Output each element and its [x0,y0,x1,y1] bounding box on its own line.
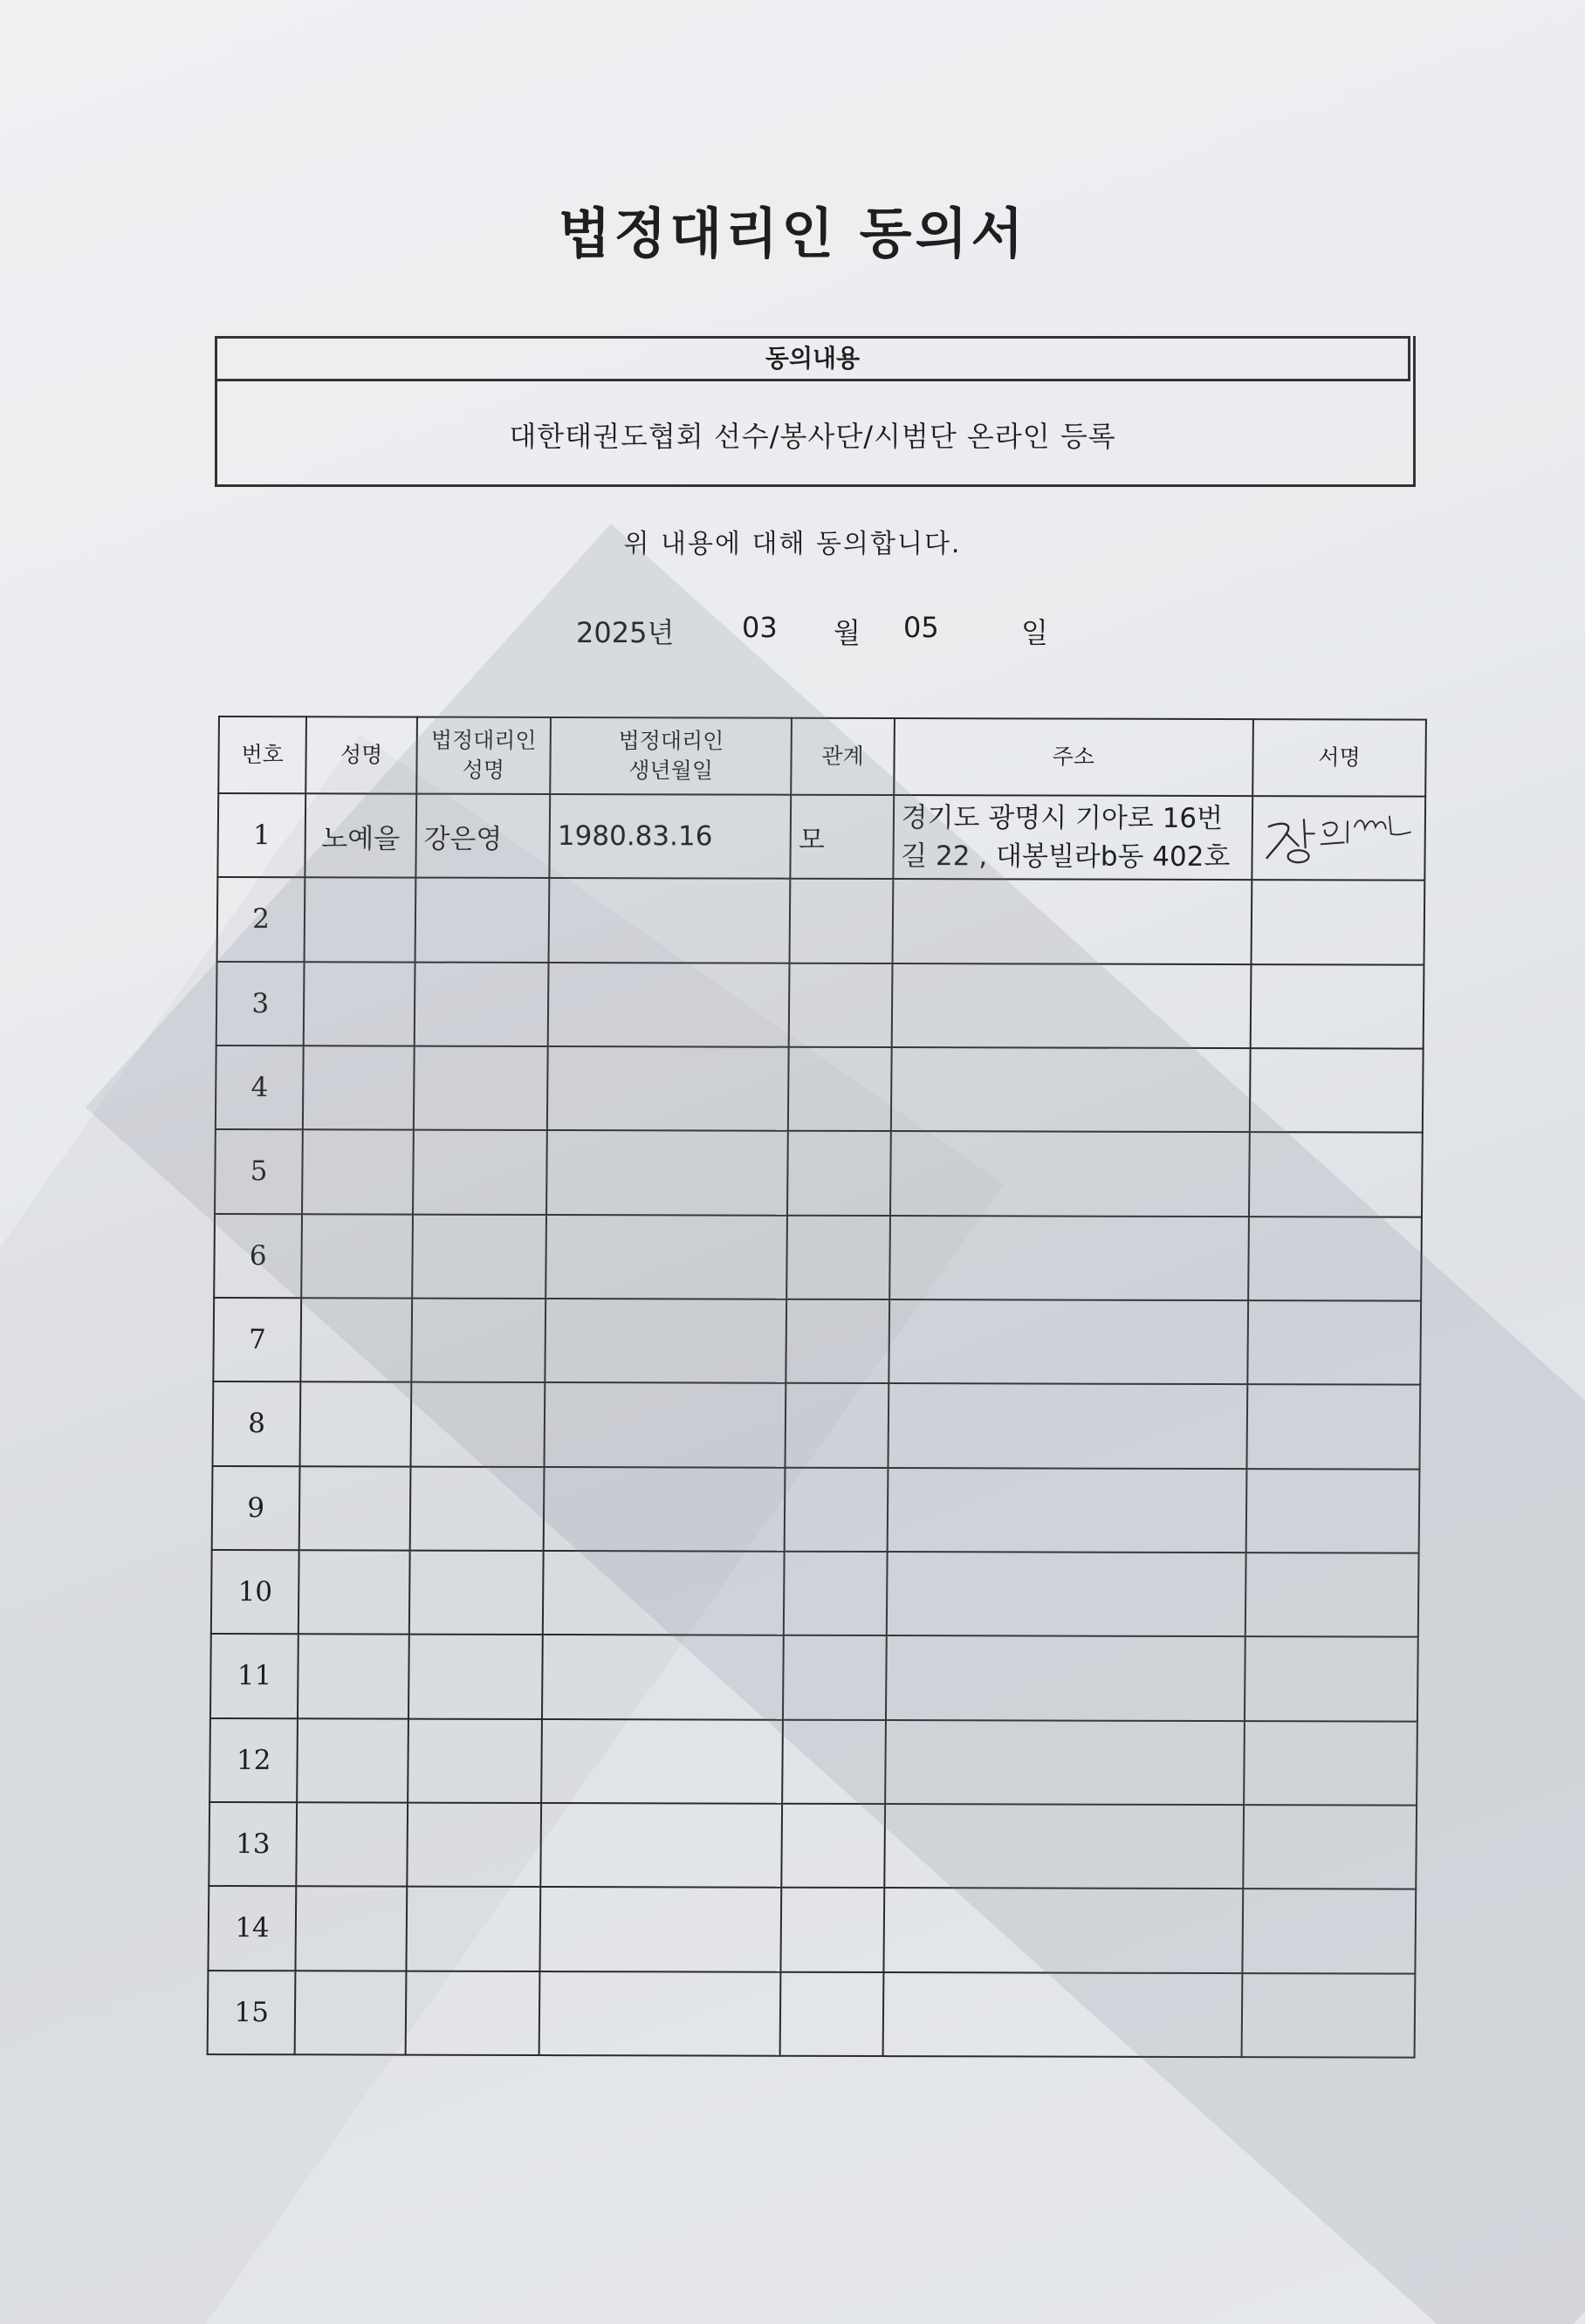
date-month-value: 03 [742,611,778,644]
table-row [217,877,1425,964]
row-name: 노예을 [305,793,416,878]
row-relation [786,1215,889,1299]
row-num: 10 [211,1550,299,1635]
row-guardian-birth [540,1887,782,1971]
header-name: 성명 [306,716,417,793]
row-relation [789,963,892,1047]
row-relation [782,1719,885,1804]
date-month-label: 월 [834,616,861,649]
table-row [209,1802,1417,1889]
row-num: 11 [210,1634,298,1718]
row-signature [1244,1721,1417,1806]
row-address [888,1383,1247,1468]
row-num: 14 [208,1886,296,1971]
row-guardian-name [410,1382,545,1467]
table-row [214,1214,1422,1301]
row-signature [1252,796,1425,881]
row-num: 3 [216,962,305,1046]
table-row [210,1634,1418,1721]
row-relation [785,1467,888,1552]
row-guardian-name [405,1971,539,2055]
header-num: 번호 [218,716,306,793]
row-guardian-birth [549,878,791,963]
row-relation [787,1131,890,1216]
row-guardian-birth [544,1467,786,1552]
row-guardian-name: 강은영 [415,794,550,879]
date-year: 2025년 [576,616,675,649]
row-address [892,879,1252,963]
row-signature [1243,1805,1417,1889]
row-name [304,962,415,1046]
row-address [883,1888,1243,1972]
table-row [217,793,1425,881]
row-signature [1251,880,1424,964]
row-relation [788,1047,891,1132]
row-guardian-birth [547,1046,789,1131]
row-num: 15 [208,1971,296,2055]
row-name [296,1887,407,1971]
row-name [297,1718,408,1803]
consent-header: 동의내용 [215,336,1410,381]
row-address [885,1720,1245,1805]
row-relation [782,1804,885,1889]
handwritten-signature-icon [1259,807,1417,868]
row-guardian-name [407,1803,541,1888]
row-relation [784,1552,887,1636]
row-num: 12 [209,1718,298,1803]
row-guardian-birth [545,1299,786,1383]
row-num: 7 [213,1298,301,1382]
consent-body: 대한태권도협회 선수/봉사단/시범단 온라인 등록 [509,420,1116,453]
header-relation: 관계 [791,718,894,795]
row-address-line2: 길 22 , 대봉빌라b동 402호 [901,840,1231,874]
header-address: 주소 [894,718,1253,796]
row-relation [786,1299,889,1384]
row-guardian-name [412,1214,546,1299]
table-row [216,1045,1424,1133]
row-guardian-birth [545,1382,786,1467]
date-day-label: 일 [1021,616,1048,649]
table-row [216,962,1424,1049]
row-address [887,1468,1246,1553]
row-guardian-birth [546,1130,788,1215]
row-name [305,878,415,963]
row-guardian-name [406,1887,540,1971]
row-relation [790,879,893,963]
row-address [889,1216,1249,1300]
row-relation: 모 [791,795,894,880]
document-title: 법정대리인 동의서 [558,202,1027,265]
row-name [299,1466,410,1551]
table-row [211,1550,1419,1637]
table-row [212,1466,1420,1553]
row-address-line1: 경기도 광명시 기아로 16번 [901,802,1224,835]
date-day-value: 05 [903,611,939,644]
row-address [891,963,1251,1048]
row-name [295,1971,406,2055]
header-guardian-name-line1: 법정대리인 [430,727,537,753]
row-signature [1250,1048,1424,1133]
guardian-table [207,716,1427,2059]
row-guardian-name [411,1299,545,1383]
row-signature [1242,1889,1416,1973]
row-name [298,1635,408,1719]
row-guardian-name [408,1718,542,1803]
header-guardian-name-line2: 성명 [462,757,505,783]
row-signature [1249,1132,1423,1217]
row-name [298,1550,409,1635]
row-guardian-name [413,1130,547,1215]
row-signature [1245,1636,1418,1721]
row-signature [1246,1384,1420,1469]
row-relation [781,1888,884,1972]
row-guardian-birth [542,1635,784,1719]
row-num: 9 [212,1466,300,1551]
row-num: 1 [217,793,305,878]
table-row [208,1971,1416,2058]
row-relation [780,1971,883,2056]
table-row [212,1381,1420,1469]
row-address [889,1299,1248,1384]
row-name [300,1382,411,1467]
row-num: 8 [212,1381,300,1466]
row-num: 4 [216,1045,304,1130]
table-row [209,1718,1417,1806]
row-name [303,1045,414,1130]
row-address [893,795,1252,880]
row-guardian-name [409,1466,544,1551]
row-address [886,1635,1245,1720]
row-name [302,1130,413,1215]
row-guardian-name [415,878,549,963]
header-signature: 서명 [1252,719,1426,797]
row-signature [1245,1553,1419,1637]
row-name [301,1214,412,1299]
row-signature [1247,1300,1421,1385]
row-address [884,1804,1244,1889]
row-guardian-name [414,1046,548,1131]
row-guardian-birth [541,1719,783,1804]
row-relation [783,1635,886,1720]
row-num: 5 [215,1129,303,1214]
row-address [890,1131,1250,1216]
table-row [213,1298,1421,1385]
row-num: 2 [217,877,305,962]
header-guardian-birth-line2: 생년월일 [628,758,714,784]
row-name [297,1802,408,1887]
agreement-statement: 위 내용에 대해 동의합니다. [623,529,962,559]
row-signature [1246,1469,1420,1553]
row-guardian-name [408,1551,543,1635]
row-signature [1248,1217,1422,1301]
row-address [886,1552,1245,1636]
row-address [890,1047,1250,1132]
row-address [882,1972,1242,2057]
header-guardian-birth [550,717,792,795]
row-guardian-birth [545,1215,787,1299]
row-guardian-birth [548,963,790,1047]
header-guardian-name [416,717,551,794]
row-signature [1251,964,1424,1049]
table-row [215,1129,1423,1217]
row-guardian-name [414,962,548,1046]
table-header-row [218,716,1426,797]
row-signature [1242,1973,1416,2058]
row-name [301,1298,412,1382]
row-guardian-birth: 1980.83.16 [549,794,791,879]
row-guardian-birth [540,1803,782,1888]
table-row [208,1886,1416,1973]
row-guardian-birth [539,1971,781,2056]
header-guardian-birth-line1: 법정대리인 [618,728,724,754]
row-guardian-birth [543,1551,785,1635]
row-num: 13 [209,1802,297,1887]
row-num: 6 [214,1214,302,1299]
row-relation [786,1383,889,1468]
row-guardian-name [408,1635,543,1719]
